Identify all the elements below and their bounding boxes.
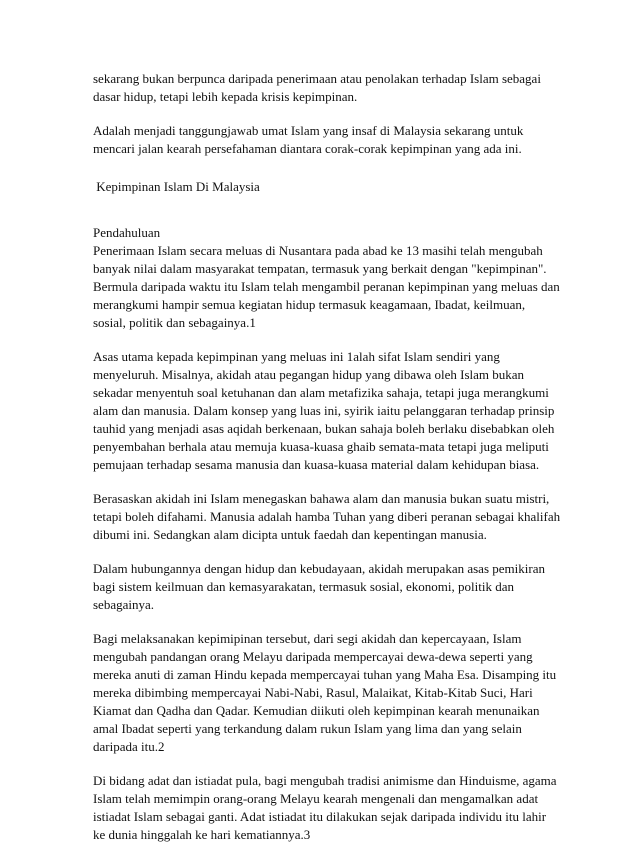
text-line: mereka dibimbing mempercayai Nabi-Nabi, Rasul, Malaikat, Kitab-Kitab Suci, Hari [93,685,533,700]
text-line: ke dunia hinggalah ke hari kematiannya.3 [93,827,311,842]
text-line: alam dan manusia. Dalam konsep yang luas ini, syirik iaitu pelanggaran terhadap prinsip [93,403,555,418]
text-line: menyeluruh. Misalnya, akidah atau pegangan hidup yang dibawa oleh Islam bukan [93,367,525,382]
text-line: sebagainya. [93,597,155,612]
intro-paragraph-1 [93,70,553,106]
section-heading: Pendahuluan [93,225,161,240]
paragraph-3 [93,490,561,544]
text-line: Kiamat dan Qadha dan Qadar. Kemudian diikuti oleh kepimpinan kearah menunaikan [93,703,540,718]
text-line: Bermula daripada waktu itu Islam telah mengambil peranan kepimpinan yang meluas dan [93,279,560,294]
intro-paragraph-2 [93,122,553,158]
text-line: tauhid yang menjadi asas aqidah berkenaan, bukan sahaja boleh berlaku disebabkan oleh [93,421,555,436]
text-line: amal Ibadat seperti yang terkandung dalam rukun Islam yang lima dan yang selain [93,721,522,736]
paragraph-1 [93,242,560,332]
document-page [93,70,561,860]
text-line: Dalam hubungannya dengan hidup dan kebudayaan, akidah merupakan asas pemikiran [93,561,545,576]
text-line: Di bidang adat dan istiadat pula, bagi mengubah tradisi animisme dan Hinduisme, agama [93,773,557,788]
title-text: Kepimpinan Islam Di Malaysia [93,179,260,194]
text-line: mereka anuti di zaman Hindu kepada mempercayai tuhan yang Maha Esa. Disamping itu [93,667,557,682]
text-line: Bagi melaksanakan kepimipinan tersebut, dari segi akidah dan kepercayaan, Islam [93,631,522,646]
text-line: merangkumi hampir semua kegiatan hidup termasuk keagamaan, Ibadat, keilmuan, [93,297,526,312]
text-line: dibumi ini. Sedangkan alam dicipta untuk faedah dan kepentingan manusia. [93,527,487,542]
text-line: Penerimaan Islam secara meluas di Nusantara pada abad ke 13 masihi telah mengubah [93,243,543,258]
paragraph-4 [93,560,553,614]
paragraph-2 [93,348,553,474]
text-line: Adalah menjadi tanggungjawab umat Islam yang insaf di Malaysia sekarang untuk [93,123,524,138]
text-line: tetapi boleh difahami. Manusia adalah hamba Tuhan yang diberi peranan sebagai khalifah [93,509,561,524]
section-pendahuluan [93,224,560,332]
text-line: bagi sistem keilmuan dan kemasyarakatan, termasuk sosial, ekonomi, politik dan [93,579,514,594]
paragraph-6 [93,772,557,844]
text-line: mencari jalan kearah persefahaman diantara corak-corak kepimpinan yang ada ini. [93,141,522,156]
text-line: istiadat Islam sebagai ganti. Adat istiadat itu dilakukan sejak daripada individu itu lahir [93,809,547,824]
text-line: Islam telah memimpin orang-orang Melayu kearah mengenali dan mengamalkan adat [93,791,539,806]
text-line: Berasaskan akidah ini Islam menegaskan bahawa alam dan manusia bukan suatu mistri, [93,491,550,506]
text-line: Asas utama kepada kepimpinan yang meluas ini 1alah sifat Islam sendiri yang [93,349,500,364]
text-line: pemujaan terhadap sesama manusia dan kuasa-kuasa material dalam kehidupan biasa. [93,457,540,472]
text-line: penyembahan berhala atau memuja kuasa-kuasa ghaib semata-mata tetapi juga meliputi [93,439,549,454]
text-line: daripada itu.2 [93,739,165,754]
document-title [93,178,553,196]
text-line: sekarang bukan berpunca daripada penerimaan atau penolakan terhadap Islam sebagai [93,71,541,86]
text-line: sosial, politik dan sebagainya.1 [93,315,256,330]
text-line: banyak nilai dalam masyarakat tempatan, termasuk yang berkait dengan "kepimpinan". [93,261,547,276]
text-line: dasar hidup, tetapi lebih kepada krisis kepimpinan. [93,89,358,104]
text-line: sekadar menyentuh soal ketuhanan dan alam metafizika sahaja, tetapi juga merangkumi [93,385,549,400]
paragraph-5 [93,630,557,756]
text-line: mengubah pandangan orang Melayu daripada mempercayai dewa-dewa seperti yang [93,649,533,664]
